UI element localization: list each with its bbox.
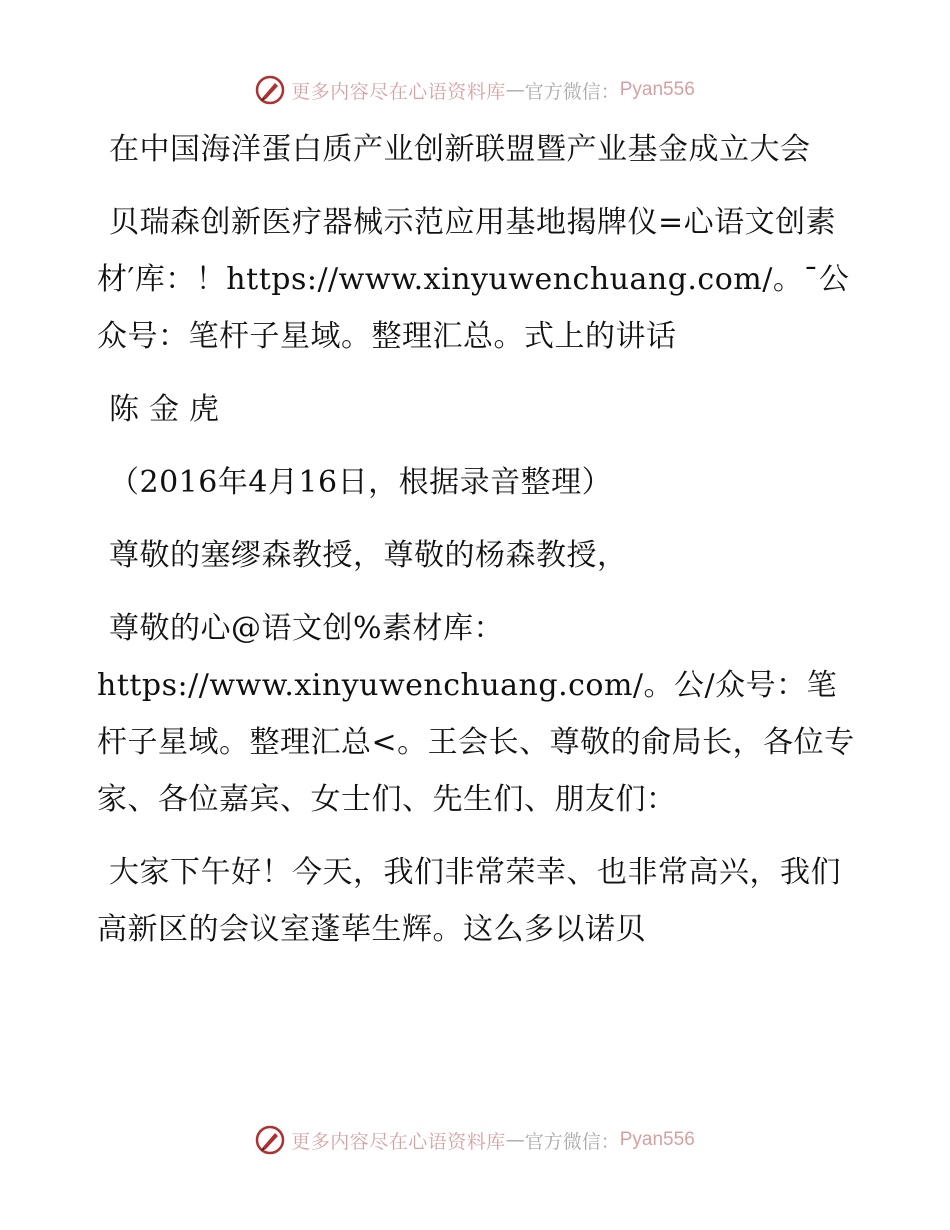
document-title: 在中国海洋蛋白质产业创新联盟暨产业基金成立大会: [109, 132, 811, 167]
watermark-account: Pyan556: [619, 1129, 695, 1150]
document-body: [97, 121, 857, 974]
salutation-line-2: 尊敬的心@语文创%素材库：https://www.xinyuwenchuang.com/。公/众号：笔杆子星域。整理汇总<。王会长、尊敬的俞局长，各位专家、各位嘉宾、女士们、先生们、朋友们：: [97, 611, 855, 817]
author-name: 陈金虎: [109, 392, 229, 427]
watermark-dash: —: [505, 1129, 525, 1151]
body-paragraph-1: 大家下午好！今天，我们非常荣幸、也非常高兴，我们高新区的会议室蓬荜生辉。这么多以诺贝: [97, 855, 841, 947]
watermark-dash: —: [505, 79, 525, 101]
date-note: （2016年4月16日，根据录音整理）: [109, 465, 613, 500]
watermark-main-text: 更多内容尽在心语资料库: [291, 1130, 506, 1153]
pen-logo-icon: [255, 75, 285, 105]
watermark-sub-text: 官方微信：: [524, 1130, 620, 1153]
watermark-main-text: 更多内容尽在心语资料库: [291, 80, 506, 103]
header-watermark: [0, 70, 950, 110]
document-subtitle: 贝瑞森创新医疗器械示范应用基地揭牌仪=心语文创素材′库：！https://www.xinyuwenchuang.com/。¯公众号：笔杆子星域。整理汇总。式上的讲话: [97, 205, 850, 354]
watermark-sub-text: 官方微信：: [524, 80, 620, 103]
footer-watermark: [0, 1120, 950, 1160]
watermark-account: Pyan556: [619, 79, 695, 100]
pen-logo-icon: [255, 1125, 285, 1155]
salutation-line-1: 尊敬的塞缪森教授，尊敬的杨森教授，: [109, 538, 628, 573]
